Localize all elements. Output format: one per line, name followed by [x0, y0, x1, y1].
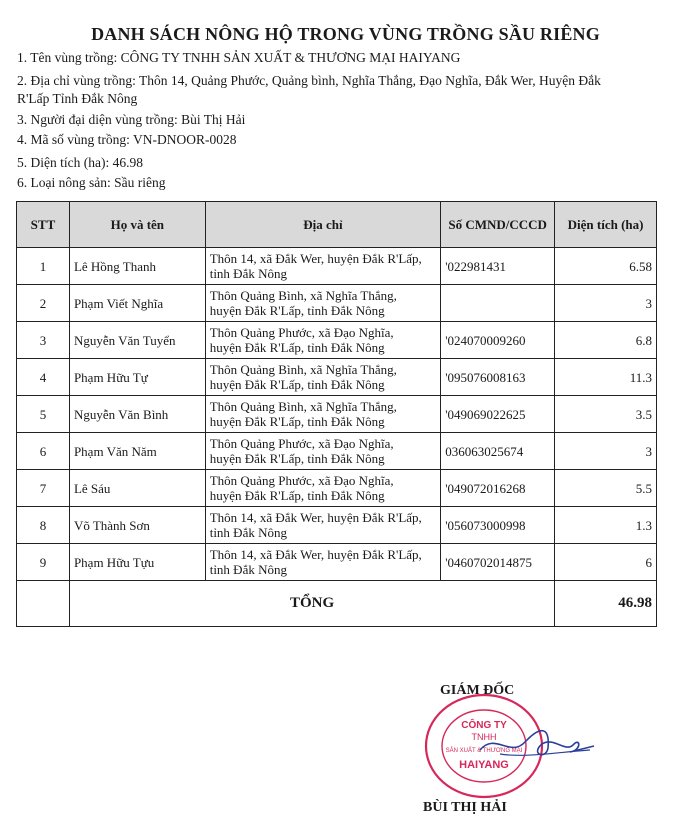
cell-name: Nguyễn Văn Bình: [69, 396, 205, 433]
cell-name: Nguyễn Văn Tuyển: [69, 322, 205, 359]
table-row: [17, 470, 657, 507]
cell-stt: 8: [17, 507, 70, 544]
cell-id: '0460702014875: [441, 544, 555, 581]
total-value: 46.98: [555, 581, 657, 627]
document-title: DANH SÁCH NÔNG HỘ TRONG VÙNG TRỒNG SẦU RIÊNG: [91, 24, 600, 44]
info-line-4: 4. Mã số vùng trồng: VN-DNOOR-0028: [17, 132, 237, 147]
cell-stt: 5: [17, 396, 70, 433]
table-row: [17, 396, 657, 433]
address-line-1: Thôn Quảng Phước, xã Đạo Nghĩa,: [209, 325, 394, 340]
table-row: [17, 248, 657, 285]
cell-address: [205, 396, 440, 433]
total-label: TỔNG: [69, 581, 554, 627]
table-row: [17, 285, 657, 322]
address-line-2: tỉnh Đắk Nông: [209, 266, 287, 281]
address-line-1: Thôn 14, xã Đắk Wer, huyện Đắk R'Lấp,: [209, 251, 422, 266]
stamp-line-2: TNHH: [471, 732, 497, 742]
table-row: [17, 433, 657, 470]
cell-area: 11.3: [555, 359, 657, 396]
header-name: Họ và tên: [69, 202, 205, 248]
total-row: [17, 581, 657, 627]
info-line-2a: 2. Địa chỉ vùng trồng: Thôn 14, Quảng Phước, Quảng bình, Nghĩa Thắng, Đạo Nghĩa, Đắk Wer, Huyện Đắk: [17, 73, 601, 88]
cell-area: 6.58: [555, 248, 657, 285]
cell-name: Lê Sáu: [69, 470, 205, 507]
address-line-2: huyện Đắk R'Lấp, tỉnh Đắk Nông: [209, 377, 385, 392]
table-header-row: [17, 202, 657, 248]
address-line-2: tỉnh Đắk Nông: [209, 562, 287, 577]
handwritten-signature-icon: [470, 714, 600, 774]
address-line-1: Thôn 14, xã Đắk Wer, huyện Đắk R'Lấp,: [209, 547, 422, 562]
stamp-line-3: SẢN XUẤT & THƯƠNG MẠI: [445, 748, 523, 754]
address-line-1: Thôn Quảng Phước, xã Đạo Nghĩa,: [209, 473, 394, 488]
address-line-1: Thôn Quảng Bình, xã Nghĩa Thắng,: [209, 399, 397, 414]
total-empty-cell: [17, 581, 70, 627]
stamp-line-1: CÔNG TY: [461, 720, 507, 731]
cell-address: [205, 359, 440, 396]
cell-name: Phạm Hữu Tựu: [69, 544, 205, 581]
cell-id: '049069022625: [441, 396, 555, 433]
header-area: Diện tích (ha): [555, 202, 657, 248]
farmer-table: [16, 201, 657, 627]
cell-id: 036063025674: [441, 433, 555, 470]
cell-name: Phạm Hữu Tự: [69, 359, 205, 396]
address-line-2: huyện Đắk R'Lấp, tỉnh Đắk Nông: [209, 414, 385, 429]
cell-stt: 3: [17, 322, 70, 359]
cell-stt: 9: [17, 544, 70, 581]
address-line-2: huyện Đắk R'Lấp, tỉnh Đắk Nông: [209, 488, 385, 503]
cell-address: [205, 322, 440, 359]
cell-stt: 7: [17, 470, 70, 507]
address-line-1: Thôn Quảng Bình, xã Nghĩa Thắng,: [209, 288, 397, 303]
header-address: Địa chỉ: [205, 202, 440, 248]
cell-stt: 2: [17, 285, 70, 322]
signer-name: BÙI THỊ HẢI: [423, 800, 507, 815]
info-line-2b: R'Lấp Tỉnh Đắk Nông: [17, 91, 138, 106]
cell-name: Phạm Viết Nghĩa: [69, 285, 205, 322]
address-line-2: huyện Đắk R'Lấp, tỉnh Đắk Nông: [209, 451, 385, 466]
info-line-6: 6. Loại nông sản: Sầu riêng: [17, 175, 166, 190]
cell-address: [205, 433, 440, 470]
cell-address: [205, 285, 440, 322]
cell-address: [205, 507, 440, 544]
address-line-1: Thôn 14, xã Đắk Wer, huyện Đắk R'Lấp,: [209, 510, 422, 525]
cell-address: [205, 544, 440, 581]
address-line-2: tỉnh Đắk Nông: [209, 525, 287, 540]
table-row: [17, 359, 657, 396]
cell-stt: 6: [17, 433, 70, 470]
cell-id: '056073000998: [441, 507, 555, 544]
table-row: [17, 507, 657, 544]
table-row: [17, 322, 657, 359]
info-line-5: 5. Diện tích (ha): 46.98: [17, 155, 143, 170]
cell-area: 6.8: [555, 322, 657, 359]
info-line-3: 3. Người đại diện vùng trồng: Bùi Thị Hải: [17, 112, 246, 127]
address-line-2: huyện Đắk R'Lấp, tỉnh Đắk Nông: [209, 303, 385, 318]
cell-area: 5.5: [555, 470, 657, 507]
address-line-1: Thôn Quảng Phước, xã Đạo Nghĩa,: [209, 436, 394, 451]
cell-name: Võ Thành Sơn: [69, 507, 205, 544]
stamp-line-4: HAIYANG: [459, 759, 509, 771]
cell-area: 3: [555, 285, 657, 322]
cell-name: Lê Hồng Thanh: [69, 248, 205, 285]
cell-stt: 1: [17, 248, 70, 285]
cell-area: 3: [555, 433, 657, 470]
cell-id: [441, 285, 555, 322]
address-line-1: Thôn Quảng Bình, xã Nghĩa Thắng,: [209, 362, 397, 377]
cell-address: [205, 470, 440, 507]
info-line-1: 1. Tên vùng trồng: CÔNG TY TNHH SẢN XUẤT & THƯƠNG MẠI HAIYANG: [17, 50, 461, 65]
cell-stt: 4: [17, 359, 70, 396]
address-line-2: huyện Đắk R'Lấp, tỉnh Đắk Nông: [209, 340, 385, 355]
cell-id: '095076008163: [441, 359, 555, 396]
cell-address: [205, 248, 440, 285]
signature-title: GIÁM ĐỐC: [440, 683, 515, 698]
cell-id: '024070009260: [441, 322, 555, 359]
header-stt: STT: [17, 202, 70, 248]
cell-area: 6: [555, 544, 657, 581]
header-id: Số CMND/CCCD: [441, 202, 555, 248]
cell-name: Phạm Văn Năm: [69, 433, 205, 470]
cell-id: '022981431: [441, 248, 555, 285]
cell-id: '049072016268: [441, 470, 555, 507]
cell-area: 1.3: [555, 507, 657, 544]
cell-area: 3.5: [555, 396, 657, 433]
table-row: [17, 544, 657, 581]
